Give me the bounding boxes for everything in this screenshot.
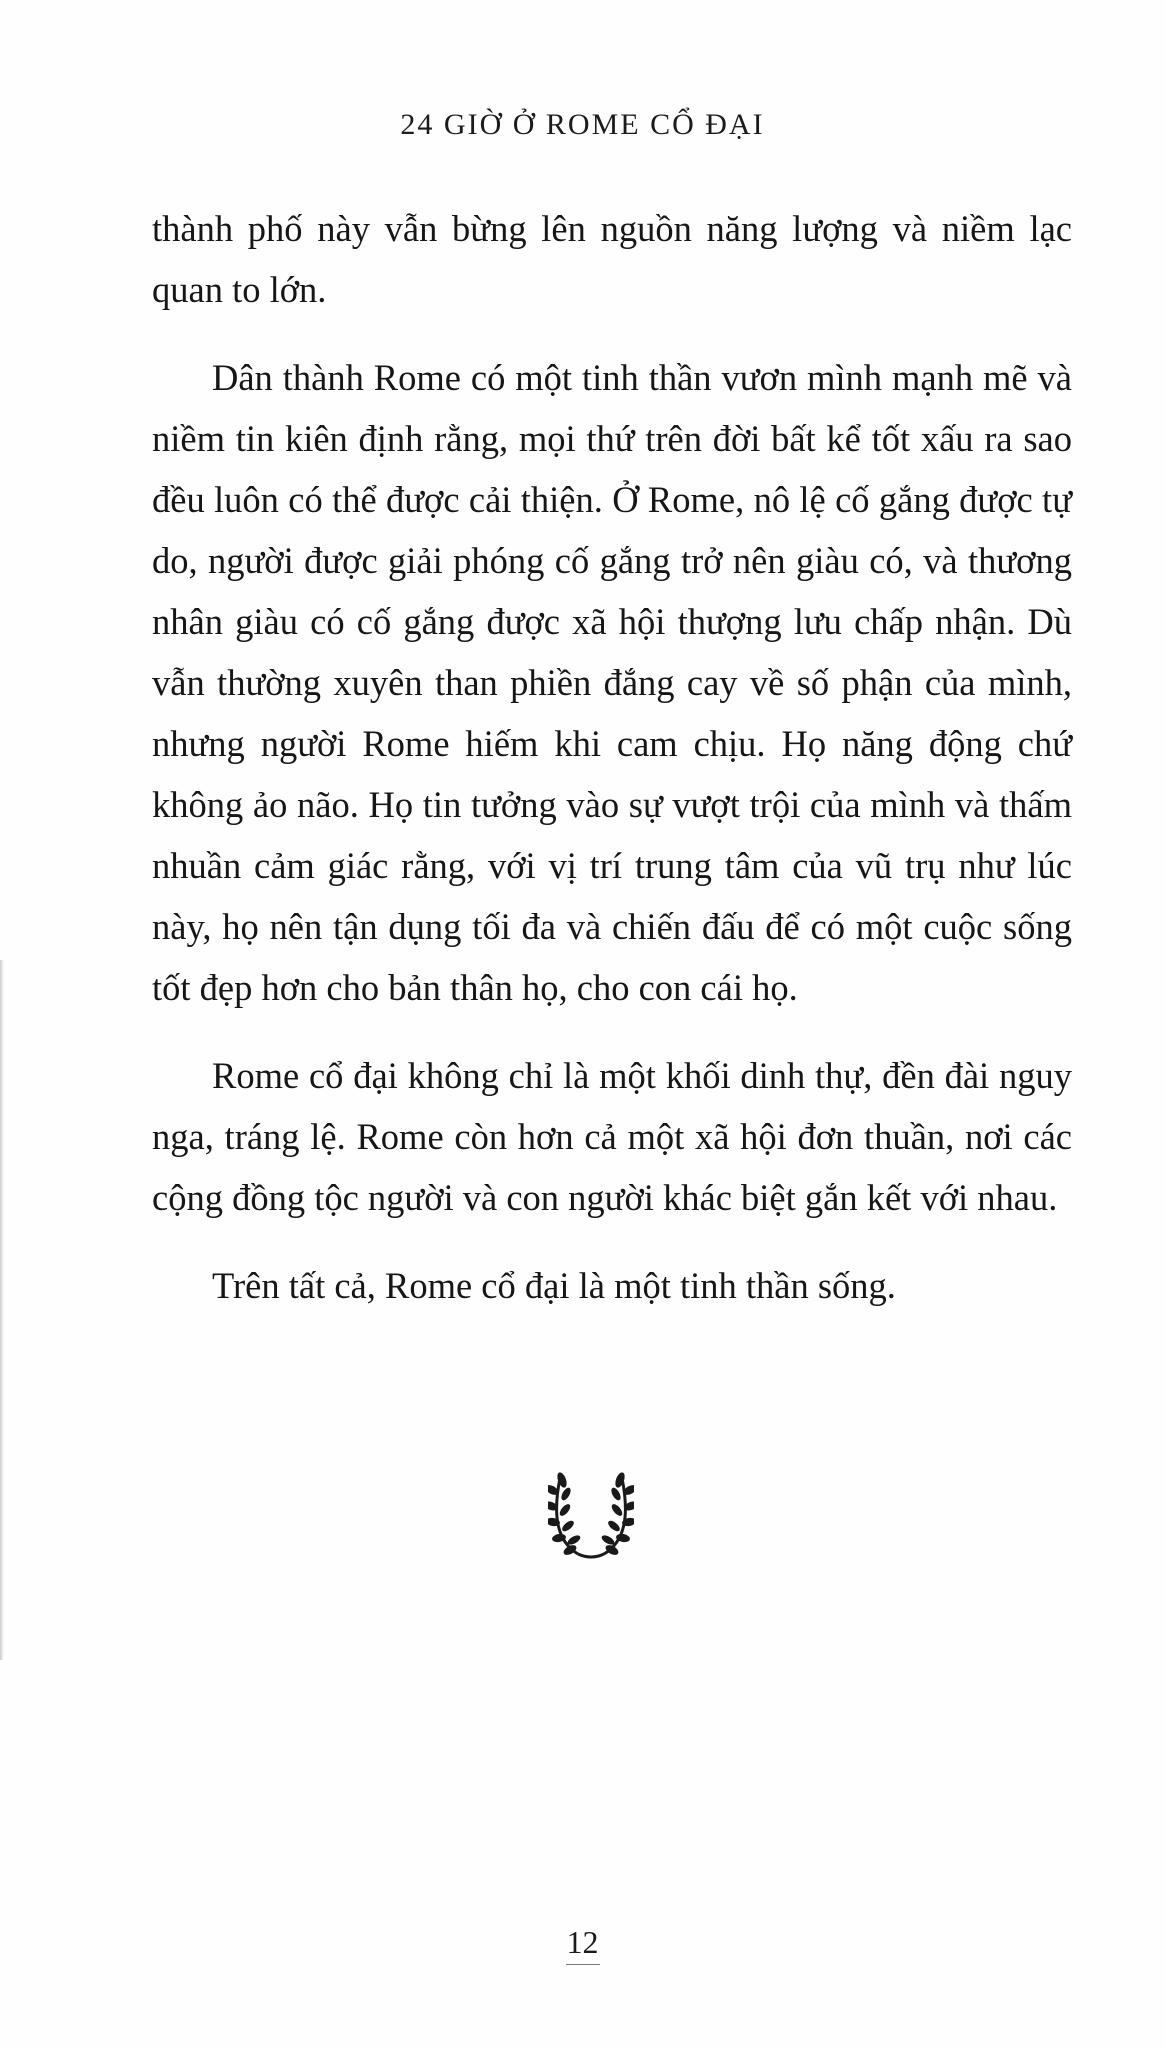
running-header [0, 108, 1165, 142]
paragraph-4: Trên tất cả, Rome cổ đại là một tinh thần sống. [212, 1265, 896, 1306]
page-number: 12 [566, 1924, 599, 1960]
laurel-wreath-icon [548, 1468, 634, 1560]
paragraph-3: Rome cổ đại không chỉ là một khối dinh thự, đền đài nguy nga, tráng lệ. Rome còn hơn cả một xã hội đơn thuần, nơi các cộng đồng tộc người và con người khác biệt gắn kết với nhau. [152, 1055, 1072, 1218]
paragraph-1: thành phố này vẫn bừng lên nguồn năng lượng và niềm lạc quan to lớn. [152, 208, 1072, 310]
binding-shadow [0, 960, 4, 1660]
paragraph-2: Dân thành Rome có một tinh thần vươn mình mạnh mẽ và niềm tin kiên định rằng, mọi thứ trên đời bất kể tốt xấu ra sao đều luôn có thể được cải thiện. Ở Rome, nô lệ cố gắng được tự do, người được giải phóng cố gắng trở nên giàu có, và thương nhân giàu có cố gắng được xã hội thượng lưu chấp nhận. Dù vẫn thường xuyên than phiền đắng cay về số phận của mình, nhưng người Rome hiếm khi cam chịu. Họ năng động chứ không ảo não. Họ tin tưởng vào sự vượt trội của mình và thấm nhuần cảm giác rằng, với vị trí trung tâm của vũ trụ như lúc này, họ nên tận dụng tối đa và chiến đấu để có một cuộc sống tốt đẹp hơn cho bản thân họ, cho con cái họ. [152, 357, 1072, 1008]
page-number-rule [566, 1964, 600, 1965]
running-title: 24 GIỜ Ở ROME CỔ ĐẠI [400, 108, 765, 141]
body-text [152, 198, 1072, 1343]
